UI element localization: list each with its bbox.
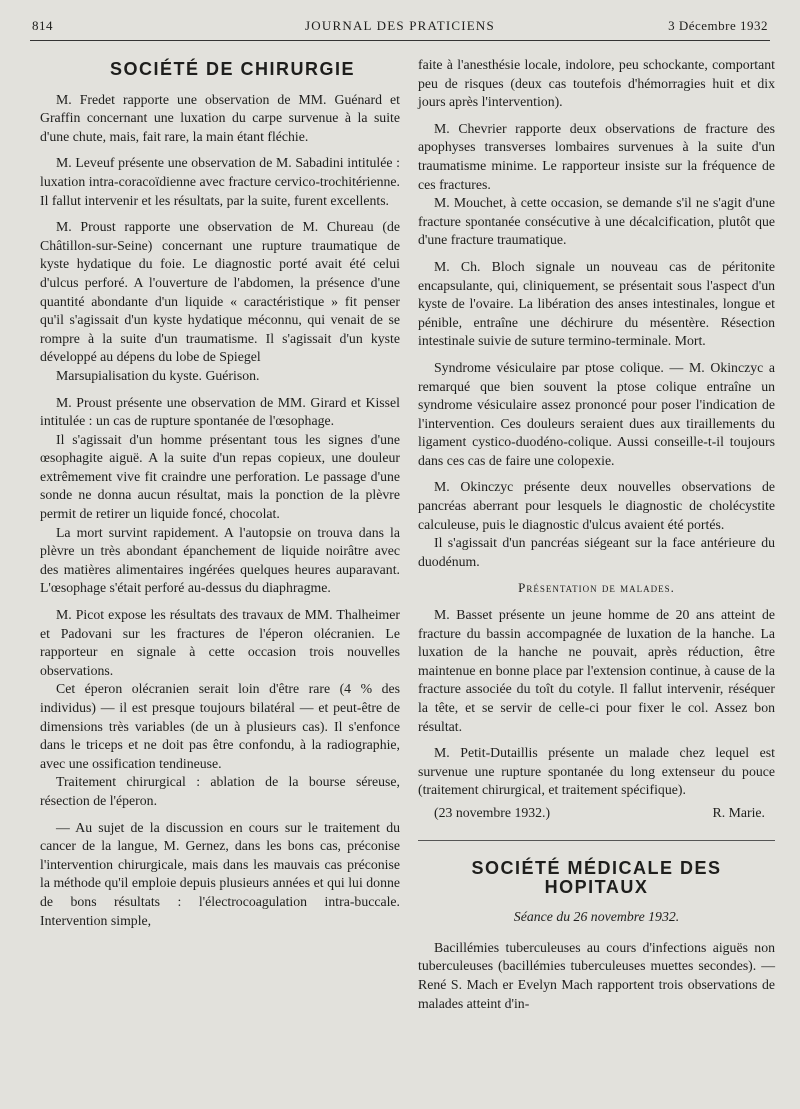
paragraph: Il s'agissait d'un pancréas siégeant sur la face antérieure du duodénum. <box>418 535 775 569</box>
paragraph: M. Proust rapporte une observation de M. Chureau (de Châtillon-sur-Seine) concernant une rupture traumatique de kyste hydatique du foie. Le diagnostic porté avait été celui d'ulcus perforé. A l'ouverture de l'abdomen, la présence d'une quantité abondante d'un liquide « caractéristique » fit penser qu'il s'agissait d'un kyste hydatique méconnu, qui venait de se rompre à la suite d'un traumatisme. Il s'agissait d'un kyste développé au dépens du lobe de Spiegel <box>40 219 400 365</box>
paragraph: M. Basset présente un jeune homme de 20 ans atteint de fracture du bassin accompagnée de luxation de la hanche. La luxation de la hanche ne pouvait, après réduction, être maintenue en bonne place par l'extension continue, à cause de la fracture associée du toît du cotyle. Il fallut intervenir, réséquer la tête, et se servir de celle-ci pour fixer le col. Assez bon résultat. <box>418 607 775 734</box>
paragraph: La mort survint rapidement. A l'autopsie on trouva dans la plèvre un très abondant épanchement de liquide noirâtre avec des matières alimentaires ingérées quelques heures auparavant. L'œsophage s'était perforé au-dessus du diaphragme. <box>40 524 400 596</box>
journal-title: JOURNAL DES PRATICIENS <box>305 18 495 33</box>
signature-date: (23 novembre 1932.) <box>434 804 551 820</box>
issue-date: 3 Décembre 1932 <box>668 18 768 33</box>
paragraph: Bacillémies tuberculeuses au cours d'infections aiguës non tuberculeuses (bacillémies tuberculeuses muettes secondes). — René S. Mach er Evelyn Mach rapportent trois observations de malades atteint d'in- <box>418 939 775 1011</box>
paragraph: M. Fredet rapporte une observation de MM. Guénard et Graffin concernant une luxation du carpe survenue à la suite d'une chute, mais, fait rare, la main étant fléchie. <box>40 91 400 144</box>
paragraph: M. Ch. Bloch signale un nouveau cas de péritonite encapsulante, qui, cliniquement, se présentait sous l'aspect d'un kyste de l'ovaire. La libération des anses intestinales, longue et pénible, entraîne une déchirure du mésentère. Résection intestinale suivie de suture termino-terminale. Mort. <box>418 258 775 349</box>
seance-date: Séance du 26 novembre 1932. <box>513 909 680 925</box>
paragraph: M. Proust présente une observation de MM. Girard et Kissel intitulée : un cas de rupture spontanée de l'œsophage. <box>40 394 400 429</box>
paragraph: Traitement chirurgical : ablation de la bourse séreuse, résection de l'éperon. <box>40 774 400 808</box>
section-title-medicale: SOCIÉTÉ MÉDICALE DES HOPITAUX <box>471 857 722 897</box>
paragraph: M. Okinczyc présente deux nouvelles observations de pancréas aberrant pour lesquels le diagnostic de cholécystite calculeuse, puis le diagnostic d'ulcus avaient été portés. <box>418 479 775 532</box>
paragraph: M. Mouchet, à cette occasion, se demande s'il ne s'agit d'une fracture spontanée consécutive à une décalcification, plutôt que d'une fracture traumatique. <box>418 195 775 248</box>
signature-line <box>418 804 775 826</box>
paragraph: M. Picot expose les résultats des travaux de MM. Thalheimer et Padovani sur les fractures de l'éperon olécranien. Le rapporteur en signale à cette occasion trois nouvelles observations. <box>40 607 400 678</box>
section-divider <box>418 840 775 841</box>
section-title-chirurgie: SOCIÉTÉ DE CHIRURGIE <box>110 59 356 79</box>
sub-heading-presentation: Présentation de malades. <box>518 580 675 596</box>
signature-name: R. Marie. <box>712 804 765 820</box>
paragraph: Marsupialisation du kyste. Guérison. <box>56 367 260 383</box>
header-rule <box>30 40 770 41</box>
paragraph: Syndrome vésiculaire par ptose colique. — M. Okinczyc a remarqué que bien souvent la ptose colique entraîne un syndrome vésiculaire assez prononcé pour poser l'indication de l'intervention. Ces douleurs seraient dues aux tiraillements du ligament cystico-duodéno-colique. Aussi conseille-t-il toujours dans ces cas de faire une colopexie. <box>418 359 775 468</box>
page-header <box>32 18 768 38</box>
left-column <box>40 56 400 938</box>
paragraph: faite à l'anesthésie locale, indolore, peu schockante, comportant peu de risques (deux cas toutefois d'hémorragies huit et dix jours après l'intervention). <box>418 57 775 110</box>
paragraph: M. Chevrier rapporte deux observations de fracture des apophyses transverses lombaires survenues à la suite d'un traumatisme minime. Le rapporteur insiste sur la fréquence de ces fractures. <box>418 120 775 192</box>
paragraph: Il s'agissait d'un homme présentant tous les signes d'une œsophagite aiguë. A la suite d'un repas copieux, une douleur extrêmement vive fit craindre une perforation. Le passage d'une sonde ne donna aucun résultat, mais la ponction de la plèvre permit de retirer un liquide foncé, chocolat. <box>40 431 400 522</box>
paragraph: — Au sujet de la discussion en cours sur le traitement du cancer de la langue, M. Gernez, dans les bons cas, préconise l'intervention chirurgicale, mais dans les mauvais cas préconise la méthode qu'il emploie depuis plusieurs années et qui lui donne de bons résultats : l'électrocoagulation intra-buccale. Intervention simple, <box>40 819 400 928</box>
right-column <box>418 56 775 1021</box>
paragraph: Cet éperon olécranien serait loin d'être rare (4 % des individus) — il est presque toujours bilatéral — et peut-être de dimensions très variables (de un à plusieurs cas). Il s'enfonce dans le triceps et ne doit pas être confondu, à la radiographie, avec une ossification tendineuse. <box>40 681 400 771</box>
page-number: 814 <box>32 18 53 33</box>
paragraph: M. Leveuf présente une observation de M. Sabadini intitulée : luxation intra-coracoïdienne avec fracture cervico-trochitérienne. Il fallut intervenir et les résultats, par la suite, furent excellents. <box>40 155 400 208</box>
paragraph: M. Petit-Dutaillis présente un malade chez lequel est survenue une rupture spontanée du long extenseur du pouce (traitement chirurgical, et traitement spécifique). <box>418 745 775 798</box>
